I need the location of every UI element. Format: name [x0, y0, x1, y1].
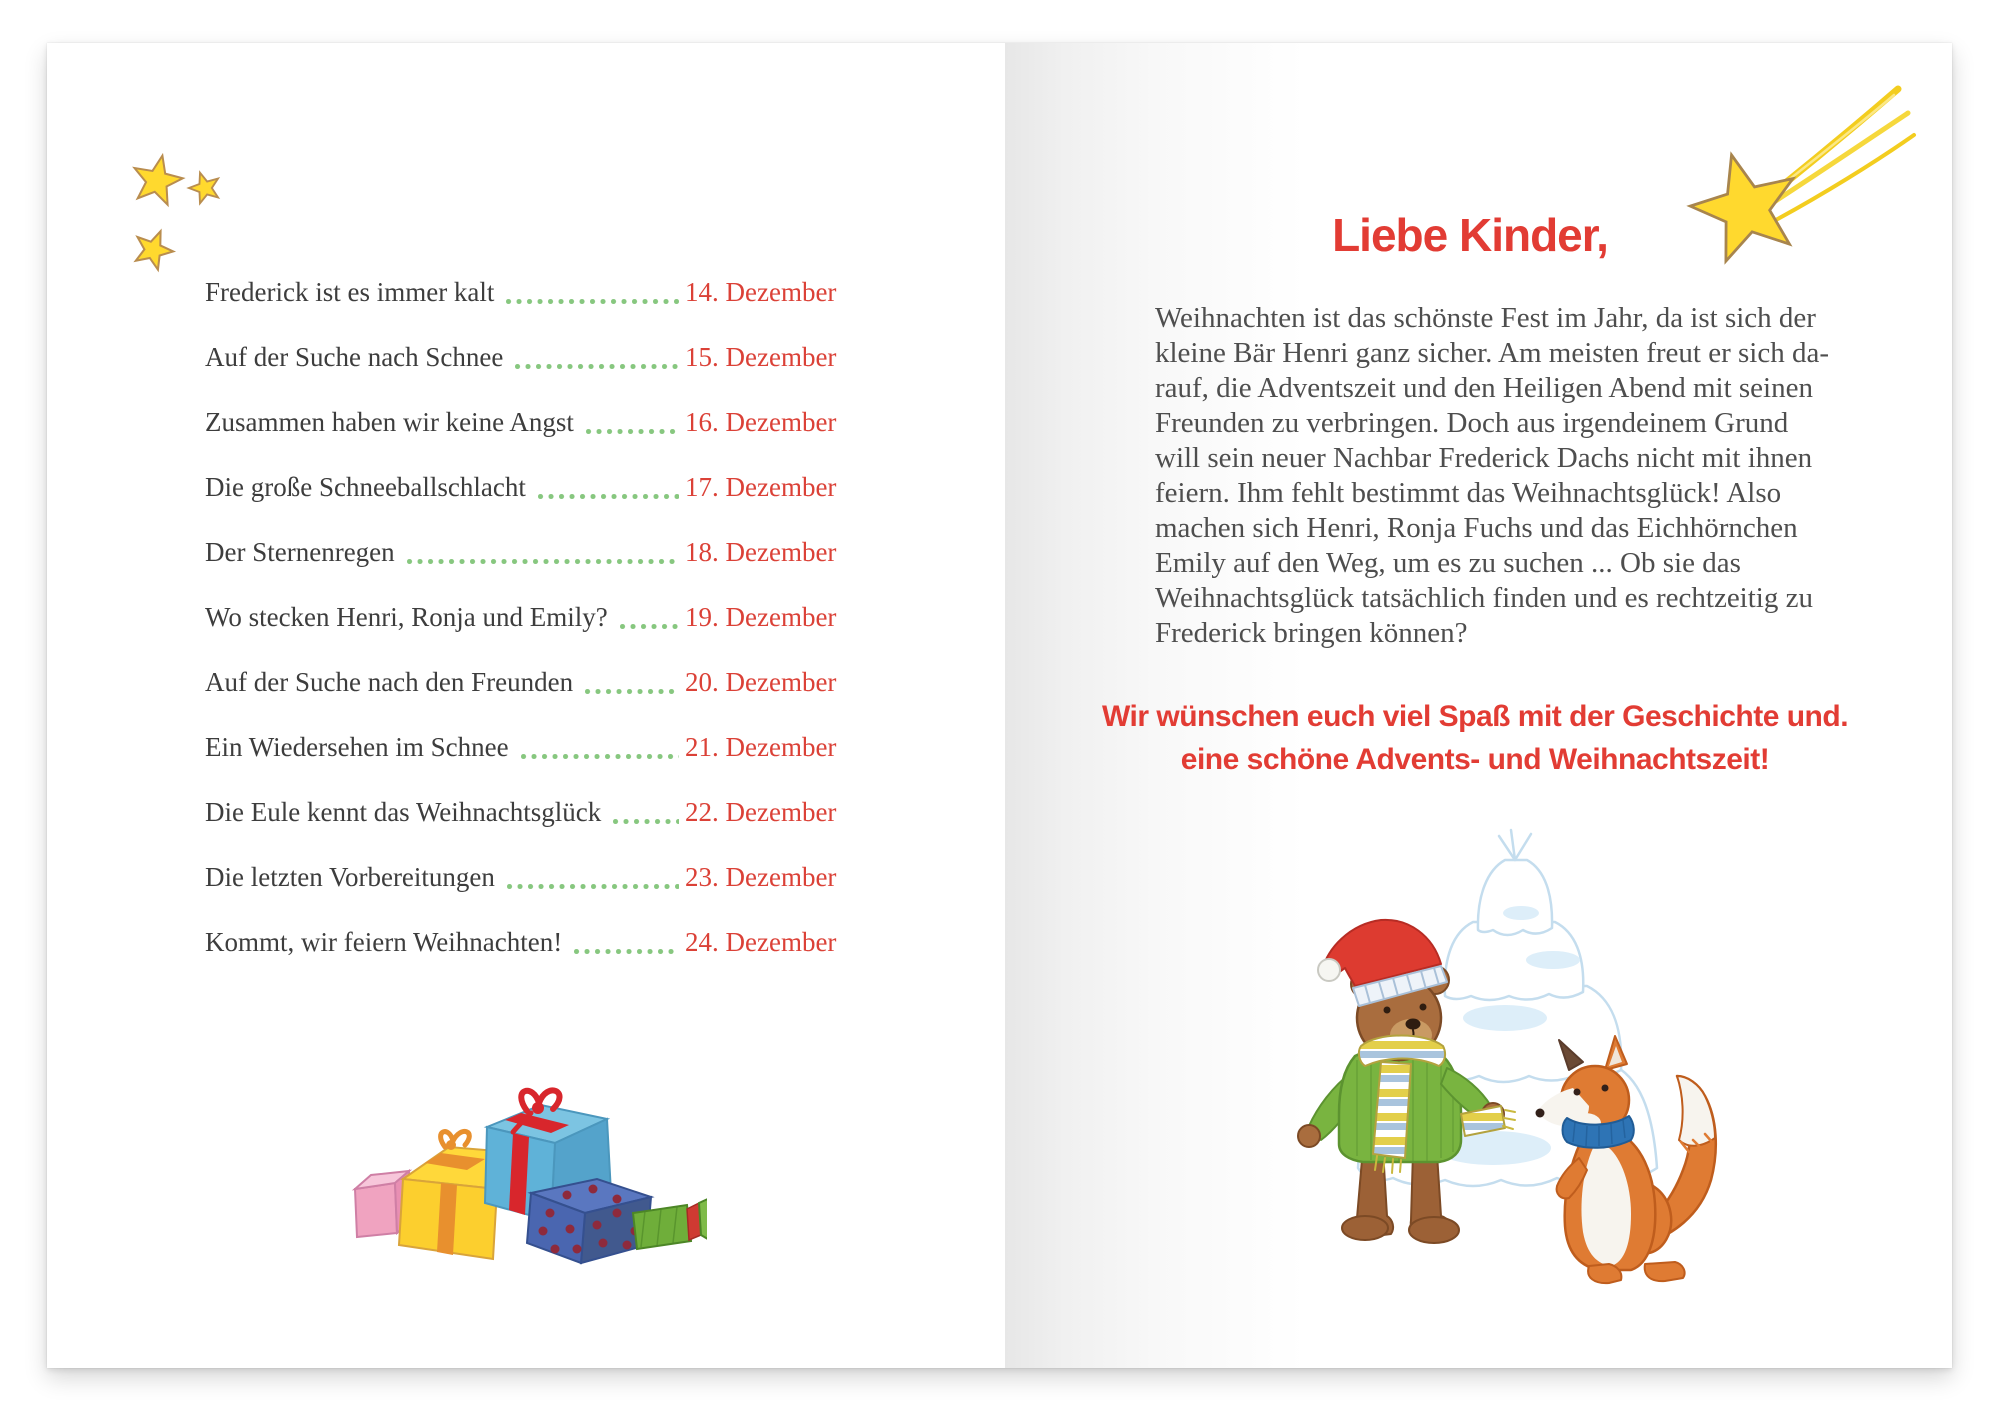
table-of-contents	[205, 275, 855, 990]
toc-chapter-title: Kommt, wir feiern Weihnachten!	[205, 927, 563, 957]
gifts-illustration	[345, 1083, 707, 1265]
dotted-leader	[574, 949, 679, 954]
dotted-leader	[613, 819, 679, 824]
dotted-leader	[521, 754, 679, 759]
intro-line: kleine Bär Henri ganz sicher. Am meisten freut er sich da-	[1155, 337, 1830, 369]
toc-chapter-date: 20. Dezember	[685, 667, 837, 697]
toc-chapter-date: 18. Dezember	[685, 537, 837, 567]
toc-chapter-title: Der Sternenregen	[205, 537, 395, 567]
dotted-leader	[515, 364, 679, 369]
intro-line: Weihnachten ist das schönste Fest im Jahr, da ist sich der	[1155, 302, 1816, 334]
toc-row	[205, 340, 855, 405]
toc-row	[205, 665, 855, 730]
wish-line: eine schöne Advents- und Weihnachtszeit!	[1180, 743, 1770, 776]
toc-row	[205, 405, 855, 470]
toc-chapter-date: 17. Dezember	[685, 472, 837, 502]
toc-chapter-title: Wo stecken Henri, Ronja und Emily?	[205, 602, 608, 632]
wish-text	[1045, 695, 1905, 781]
dotted-leader	[507, 884, 679, 889]
dotted-leader	[585, 689, 679, 694]
dotted-leader	[538, 494, 679, 499]
toc-chapter-date: 14. Dezember	[685, 277, 837, 307]
toc-chapter-date: 21. Dezember	[685, 732, 837, 762]
book-spread	[47, 43, 1952, 1368]
toc-chapter-title: Die letzten Vorbereitungen	[205, 862, 495, 892]
toc-chapter-title: Die Eule kennt das Weihnachtsglück	[205, 797, 602, 827]
toc-chapter-title: Auf der Suche nach Schnee	[205, 342, 504, 372]
intro-line: will sein neuer Nachbar Frederick Dachs nicht mit ihnen	[1155, 442, 1813, 474]
intro-line: Weihnachtsglück tatsächlich finden und es rechtzeitig zu	[1155, 582, 1813, 614]
left-page	[47, 43, 1005, 1368]
page-heading: Liebe Kinder,	[1332, 209, 1608, 261]
wish-line: Wir wünschen euch viel Spaß mit der Geschichte und.	[1101, 700, 1849, 733]
toc-row	[205, 860, 855, 925]
intro-line: Frederick bringen können?	[1155, 617, 1468, 649]
toc-row	[205, 470, 855, 535]
polka-dot-gift	[527, 1179, 651, 1263]
toc-row	[205, 275, 855, 340]
toc-row	[205, 925, 855, 990]
toc-chapter-date: 24. Dezember	[685, 927, 837, 957]
toc-chapter-title: Frederick ist es immer kalt	[205, 277, 495, 307]
toc-chapter-date: 19. Dezember	[685, 602, 837, 632]
intro-line: machen sich Henri, Ronja Fuchs und das Eichhörnchen	[1155, 512, 1798, 544]
toc-chapter-date: 16. Dezember	[685, 407, 837, 437]
dotted-leader	[407, 559, 679, 564]
three-stars-illustration	[117, 148, 247, 283]
toc-chapter-title: Die große Schneeballschlacht	[205, 472, 526, 502]
toc-row	[205, 795, 855, 860]
scene-illustration	[1253, 818, 1745, 1310]
toc-row	[205, 600, 855, 665]
toc-chapter-title: Ein Wiedersehen im Schnee	[205, 732, 509, 762]
star-icon	[128, 150, 223, 272]
intro-line: rauf, die Adventszeit und den Heiligen Abend mit seinen	[1155, 372, 1813, 404]
intro-paragraph	[1155, 301, 1830, 651]
dotted-leader	[506, 299, 679, 304]
toc-chapter-title: Zusammen haben wir keine Angst	[205, 407, 574, 437]
intro-line: Emily auf den Weg, um es zu suchen ... Ob sie das	[1155, 547, 1741, 579]
right-page	[1005, 43, 1952, 1368]
toc-chapter-title: Auf der Suche nach den Freunden	[205, 667, 574, 697]
intro-line: feiern. Ihm fehlt bestimmt das Weihnachtsglück! Also	[1155, 477, 1782, 509]
intro-line: Freunden zu verbringen. Doch aus irgendeinem Grund	[1155, 407, 1789, 439]
toc-row	[205, 730, 855, 795]
toc-chapter-date: 22. Dezember	[685, 797, 837, 827]
dotted-leader	[620, 624, 679, 629]
toc-chapter-date: 15. Dezember	[685, 342, 837, 372]
dotted-leader	[586, 429, 679, 434]
toc-chapter-date: 23. Dezember	[685, 862, 837, 892]
toc-row	[205, 535, 855, 600]
